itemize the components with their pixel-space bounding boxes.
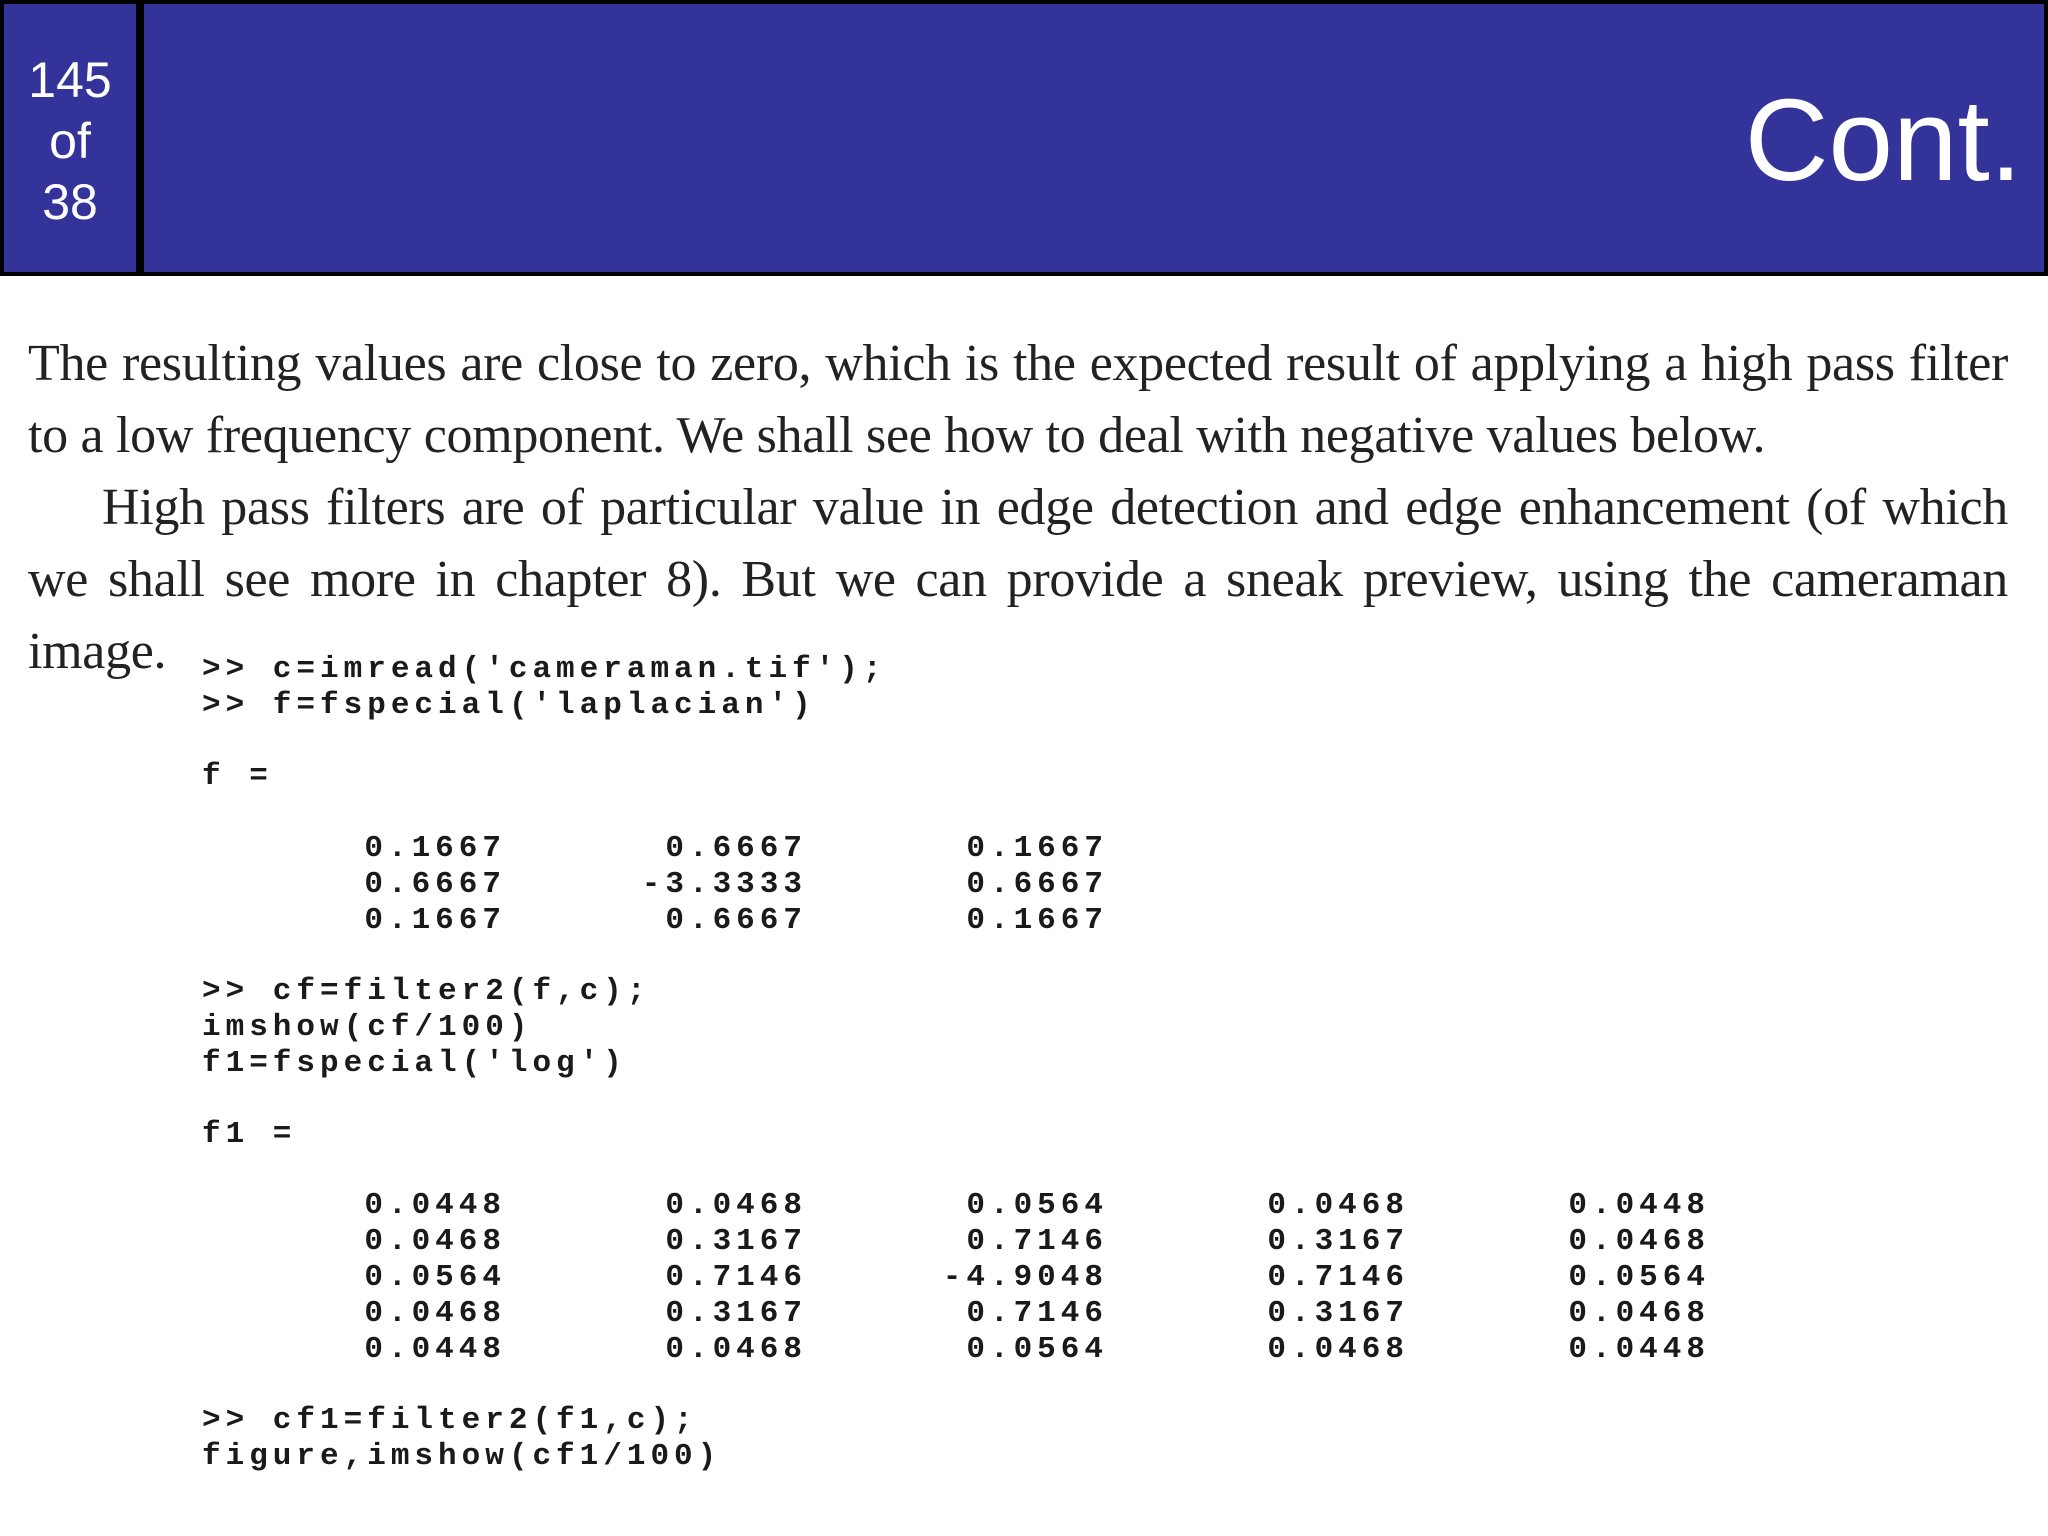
matrix-cell: 0.0564 xyxy=(966,1188,1108,1223)
matrix-cell: 0.3167 xyxy=(665,1296,807,1331)
matrix-cell: 0.6667 xyxy=(665,903,807,938)
matrix-cell: 0.0468 xyxy=(1267,1188,1409,1223)
matrix-cell: 0.0564 xyxy=(1568,1260,1710,1295)
slide-number xyxy=(0,0,140,276)
code-line-fspecial-log: f1=fspecial('log') xyxy=(202,1046,627,1081)
paragraph-1: The resulting values are close to zero, which is the expected result of applying a high pass filter to a low frequency component. We shall see how to deal with negative values below. xyxy=(28,335,2008,464)
slide-number-total: 38 xyxy=(42,174,98,230)
code-line-filter2-f1: >> cf1=filter2(f1,c); xyxy=(202,1403,698,1438)
matrix-cell: 0.7146 xyxy=(665,1260,807,1295)
title-bar xyxy=(140,0,2048,276)
matrix-cell: 0.3167 xyxy=(1267,1224,1409,1259)
slide-number-of: of xyxy=(49,113,91,169)
code-line-fspecial-laplacian: >> f=fspecial('laplacian') xyxy=(202,688,816,723)
matrix-cell: 0.1667 xyxy=(364,831,506,866)
matrix-cell: 0.6667 xyxy=(665,831,807,866)
slide-number-current: 145 xyxy=(28,52,112,108)
matrix-cell: 0.0448 xyxy=(1568,1188,1710,1223)
code-line-filter2: >> cf=filter2(f,c); xyxy=(202,974,651,1009)
matrix-cell: 0.1667 xyxy=(966,903,1108,938)
matrix-cell: 0.1667 xyxy=(364,903,506,938)
slide-title: Cont. xyxy=(1744,75,2022,205)
matrix-cell: 0.0564 xyxy=(364,1260,506,1295)
code-line-figure-imshow: figure,imshow(cf1/100) xyxy=(202,1439,722,1474)
matrix-cell: 0.0468 xyxy=(1568,1224,1710,1259)
matrix-cell: 0.7146 xyxy=(966,1296,1108,1331)
code-line-imshow: imshow(cf/100) xyxy=(202,1010,533,1045)
matrix-cell: 0.6667 xyxy=(364,867,506,902)
paragraph-2: High pass filters are of particular value in edge detection and edge enhancement (of which we shall see more in chapter 8). But we can provide a sneak preview, using the cameraman image. xyxy=(28,479,2008,680)
matrix-cell: -3.3333 xyxy=(641,867,807,902)
matrix-cell: 0.7146 xyxy=(1267,1260,1409,1295)
matrix-cell: -4.9048 xyxy=(942,1260,1108,1295)
matrix-cell: 0.3167 xyxy=(1267,1296,1409,1331)
matrix-cell: 0.0468 xyxy=(665,1188,807,1223)
matrix-cell: 0.3167 xyxy=(665,1224,807,1259)
matrix-cell: 0.0564 xyxy=(966,1332,1108,1367)
matrix-cell: 0.0468 xyxy=(1568,1296,1710,1331)
matrix-cell: 0.0468 xyxy=(1267,1332,1409,1367)
code-label-f: f = xyxy=(202,759,273,794)
matrix-cell: 0.0448 xyxy=(364,1188,506,1223)
code-label-f1: f1 = xyxy=(202,1117,297,1152)
matrix-cell: 0.0468 xyxy=(665,1332,807,1367)
matrix-cell: 0.1667 xyxy=(966,831,1108,866)
matrix-cell: 0.7146 xyxy=(966,1224,1108,1259)
matrix-cell: 0.0468 xyxy=(364,1224,506,1259)
matrix-cell: 0.0448 xyxy=(1568,1332,1710,1367)
body-text xyxy=(28,328,2008,688)
matrix-cell: 0.0468 xyxy=(364,1296,506,1331)
matrix-cell: 0.0448 xyxy=(364,1332,506,1367)
code-line-imread: >> c=imread('cameraman.tif'); xyxy=(202,652,887,687)
matrix-cell: 0.6667 xyxy=(966,867,1108,902)
